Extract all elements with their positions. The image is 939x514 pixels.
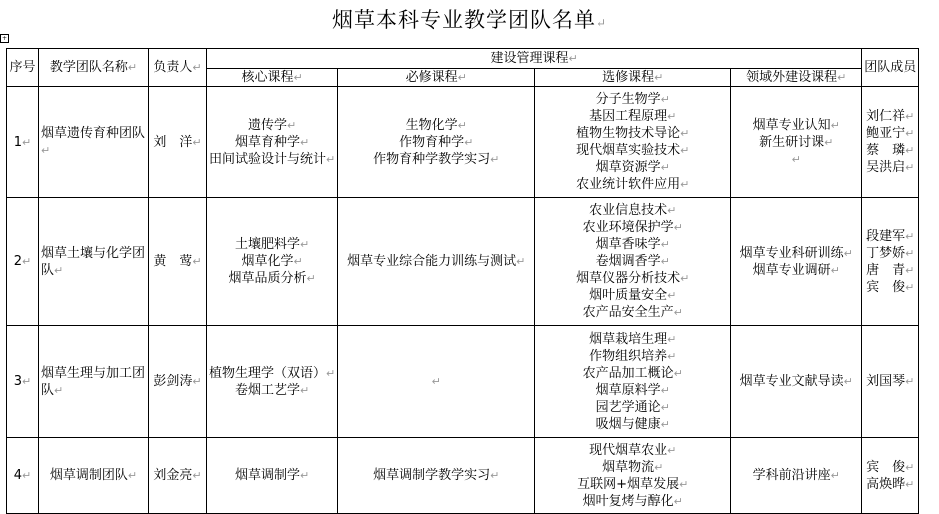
cell-external: 学科前沿讲座 ↵ bbox=[731, 438, 862, 514]
paragraph-mark: ↵ bbox=[595, 16, 608, 30]
cell-leader: 彭剑涛 ↵ bbox=[149, 326, 207, 438]
header-team: 教学团队名称 ↵ bbox=[39, 49, 149, 87]
header-core: 核心课程 ↵ bbox=[207, 69, 338, 87]
header-row-1 bbox=[7, 49, 919, 69]
cell-elective: 现代烟草农业 ↵ 烟草物流 ↵ 互联网+烟草发展 ↵ 烟叶复烤与醇化 ↵ bbox=[535, 438, 731, 514]
team-table bbox=[6, 48, 919, 514]
cell-no: 4 ↵ bbox=[7, 438, 39, 514]
cell-team: 烟草生理与加工团队 ↵ bbox=[39, 326, 149, 438]
cell-leader: 刘金亮 ↵ bbox=[149, 438, 207, 514]
cell-leader: 刘 洋 ↵ bbox=[149, 87, 207, 198]
table-row bbox=[7, 198, 919, 326]
cell-elective: 烟草栽培生理 ↵ 作物组织培养 ↵ 农产品加工概论 ↵ 烟草原料学 ↵ 园艺学通论 ↵ 吸烟与健康 ↵ bbox=[535, 326, 731, 438]
header-leader: 负责人 ↵ bbox=[149, 49, 207, 87]
table-row bbox=[7, 326, 919, 438]
cell-core: 遗传学 ↵ 烟草育种学 ↵ 田间试验设计与统计 ↵ bbox=[207, 87, 338, 198]
cell-external: 烟草专业认知 ↵ 新生研讨课 ↵ ↵ bbox=[731, 87, 862, 198]
cell-members: 刘国琴 ↵ bbox=[862, 326, 919, 438]
header-members: 团队成员 bbox=[862, 49, 919, 87]
document-title bbox=[0, 5, 939, 38]
cell-required: 烟草调制学教学实习 ↵ bbox=[338, 438, 535, 514]
cell-elective: 分子生物学 ↵ 基因工程原理 ↵ 植物生物技术导论 ↵ 现代烟草实验技术 ↵ 烟草资源学 ↵ 农业统计软件应用 ↵ bbox=[535, 87, 731, 198]
cell-no: 2 ↵ bbox=[7, 198, 39, 326]
cell-team: 烟草调制团队 ↵ bbox=[39, 438, 149, 514]
cell-team: 烟草土壤与化学团队 ↵ bbox=[39, 198, 149, 326]
cell-elective: 农业信息技术 ↵ 农业环境保护学 ↵ 烟草香味学 ↵ 卷烟调香学 ↵ 烟草仪器分析技术 ↵ 烟叶质量安全 ↵ 农产品安全生产 ↵ bbox=[535, 198, 731, 326]
cell-team: 烟草遗传育种团队 ↵ bbox=[39, 87, 149, 198]
cell-external: 烟草专业科研训练 ↵ 烟草专业调研 ↵ bbox=[731, 198, 862, 326]
cell-required: 生物化学 ↵ 作物育种学 ↵ 作物育种学教学实习 ↵ bbox=[338, 87, 535, 198]
header-external: 领域外建设课程 ↵ bbox=[731, 69, 862, 87]
table-row bbox=[7, 438, 919, 514]
table-row bbox=[7, 87, 919, 198]
header-courses-group: 建设管理课程 ↵ bbox=[207, 49, 862, 69]
cell-core: 植物生理学（双语） ↵ 卷烟工艺学 ↵ bbox=[207, 326, 338, 438]
cell-core: 烟草调制学 ↵ bbox=[207, 438, 338, 514]
cell-no: 3 ↵ bbox=[7, 326, 39, 438]
cell-members: 宾 俊 ↵ 高焕晔 ↵ bbox=[862, 438, 919, 514]
cell-required bbox=[338, 326, 535, 438]
cell-leader: 黄 莺 ↵ bbox=[149, 198, 207, 326]
cell-required: 烟草专业综合能力训练与测试 ↵ bbox=[338, 198, 535, 326]
cell-members: 段建军 ↵ 丁梦娇 ↵ 唐 青 ↵ 宾 俊 ↵ bbox=[862, 198, 919, 326]
table-move-handle[interactable]: + bbox=[1, 35, 8, 42]
cell-core: 土壤肥料学 ↵ 烟草化学 ↵ 烟草品质分析 ↵ bbox=[207, 198, 338, 326]
header-no: 序号 bbox=[7, 49, 39, 87]
header-elective: 选修课程 ↵ bbox=[535, 69, 731, 87]
header-required: 必修课程 ↵ bbox=[338, 69, 535, 87]
cell-no: 1 ↵ bbox=[7, 87, 39, 198]
cell-members: 刘仁祥 ↵ 鲍亚宁 ↵ 蔡 璘 ↵ 吴洪启 ↵ bbox=[862, 87, 919, 198]
document-title-text: 烟草本科专业教学团队名单 bbox=[331, 8, 596, 32]
cell-external: 烟草专业文献导读 ↵ bbox=[731, 326, 862, 438]
